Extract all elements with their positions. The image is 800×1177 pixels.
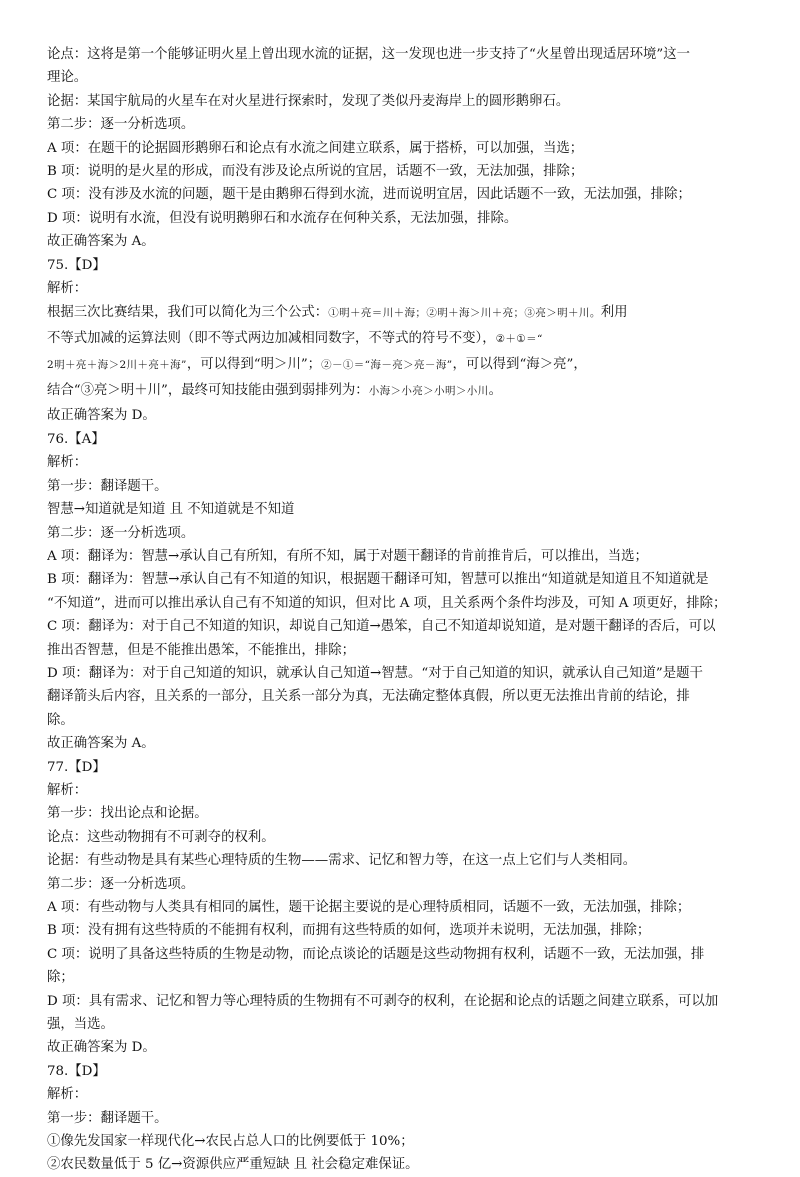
section-q76-q78 [47, 428, 759, 1177]
text-line: A 项：翻译为：智慧→承认自己有所知，有所不知，属于对题干翻译的肯前推肯后，可以推出，当选； [47, 548, 648, 564]
q75-line-1: 根据三次比赛结果，我们可以简化为三个公式：①明＋亮＝川＋海；②明＋海＞川＋亮；③亮＞明＋川。利用 [47, 305, 628, 321]
text-line: 第二步：逐一分析选项。 [47, 117, 195, 133]
text-line: 解析： [47, 281, 88, 297]
text-line: 第一步：翻译题干。 [47, 1110, 168, 1126]
text-line: “不知道”，进而可以推出承认自己有不知道的知识，但对比 A 项，且关系两个条件均涉及，可知 A 项更好，排除； [47, 595, 727, 611]
text-line: 翻译箭头后内容，且关系的一部分，且关系一部分为真，无法确定整体真假，所以更无法推出肯前的结论，排 [47, 689, 690, 705]
formula-diff: ②－①＝“海－亮＞亮－海” [321, 359, 453, 372]
text-line: 论点：这些动物拥有不可剥夺的权利。 [47, 829, 275, 845]
formula-3: ③亮＞明＋川。 [524, 307, 601, 320]
text-line: 论据：有些动物是具有某些心理特质的生物——需求、记忆和智力等，在这一点上它们与人类相同。 [47, 853, 637, 869]
text-line: 强，当选。 [47, 1017, 114, 1033]
section-q74-tail [47, 43, 759, 300]
q75-line-2: 不等式加减的运算法则（即不等式两边加减相同数字，不等式的符号不变），②＋①＝“ [47, 331, 543, 347]
text-line: 解析： [47, 1087, 88, 1103]
text-line: 77.【D】 [47, 759, 106, 775]
text-line: 故正确答案为 D。 [47, 1040, 156, 1056]
text-line: 推出否智慧，但是不能推出愚笨，不能推出，排除； [47, 642, 355, 658]
q75-answer: 故正确答案为 D。 [47, 408, 156, 424]
text-line: C 项：翻译为：对于自己不知道的知识，却说自己知道→愚笨，自己不知道却说知道，是对题干翻译的否后，可以 [47, 619, 716, 635]
q75-line-4: 结合“③亮＞明＋川”，最终可知技能由强到弱排列为：小海＞小亮＞小明＞小川。 [47, 383, 502, 399]
text-line: 第一步：翻译题干。 [47, 478, 168, 494]
text-line: D 项：翻译为：对于自己知道的知识，就承认自己知道→智慧。“对于自己知道的知识，就承认自己知道”是题干 [47, 665, 703, 681]
text-line: 除； [47, 970, 74, 986]
text-line: B 项：没有拥有这些特质的不能拥有权利，而拥有这些特质的如何，选项并未说明，无法加强，排除； [47, 923, 651, 939]
text-line: 智慧→知道就是知道 且 不知道就是不知道 [47, 502, 295, 518]
text-line: 第二步：逐一分析选项。 [47, 876, 195, 892]
text-line: 论点：这将是第一个能够证明火星上曾出现水流的证据，这一发现也进一步支持了“火星曾出现适居环境”这一 [47, 47, 691, 62]
text-line: C 项：没有涉及水流的问题，题干是由鹅卵石得到水流，进而说明宜居，因此话题不一致，无法加强，排除； [47, 187, 691, 203]
text-line: 第二步：逐一分析选项。 [47, 525, 195, 541]
text-line: A 项：在题干的论据圆形鹅卵石和论点有水流之间建立联系，属于搭桥，可以加强，当选； [47, 140, 584, 156]
text-line: D 项：具有需求、记忆和智力等心理特质的生物拥有不可剥夺的权利，在论据和论点的话题之间建立联系，可以加 [47, 993, 719, 1009]
text-line: 除。 [47, 712, 74, 728]
text-line: A 项：有些动物与人类具有相同的属性，题干论据主要说的是心理特质相同，话题不一致，无法加强，排除； [47, 900, 691, 915]
text-line: 75.【D】 [47, 257, 106, 273]
text-line: 理论。 [47, 70, 88, 86]
document-body [47, 43, 759, 1177]
formula-1: ①明＋亮＝川＋海； [328, 307, 427, 320]
text-line: ①像先发国家一样现代化→农民占总人口的比例要低于 10%； [47, 1134, 414, 1150]
text-line: 76.【A】 [47, 431, 105, 447]
text-line: D 项：说明有水流，但没有说明鹅卵石和水流存在何种关系，无法加强，排除。 [47, 210, 518, 226]
text-line: C 项：说明了具备这些特质的生物是动物，而论点谈论的话题是这些动物拥有权利，话题不一致，无法加强，排 [47, 946, 705, 962]
q75-line-3: 2明＋亮＋海＞2川＋亮＋海”，可以得到“明＞川”；②－①＝“海－亮＞亮－海”，可以得到“海＞亮”， [47, 357, 587, 373]
text-line: 第一步：找出论点和论据。 [47, 806, 208, 822]
text-line: 故正确答案为 A。 [47, 736, 155, 752]
formula-2: ②明＋海＞川＋亮； [426, 307, 525, 320]
text-line: ②农民数量低于 5 亿→资源供应严重短缺 且 社会稳定难保证。 [47, 1157, 419, 1173]
text-line: 解析： [47, 782, 88, 798]
formula-sum: 2明＋亮＋海＞2川＋亮＋海” [47, 359, 187, 372]
text-line: 论据：某国宇航局的火星车在对火星进行探索时，发现了类似丹麦海岸上的圆形鹅卵石。 [47, 93, 570, 109]
formula-ranking: 小海＞小亮＞小明＞小川 [368, 385, 489, 398]
text-line: 78.【D】 [47, 1063, 106, 1079]
section-q75-formulas [47, 300, 759, 427]
text-line: 解析： [47, 455, 88, 471]
text-line: 故正确答案为 A。 [47, 234, 155, 250]
text-line: B 项：说明的是火星的形成，而没有涉及论点所说的宜居，话题不一致，无法加强，排除； [47, 164, 584, 180]
text-line: B 项：翻译为：智慧→承认自己有不知道的知识，根据题干翻译可知，智慧可以推出“知道就是知道且不知道就是 [47, 572, 709, 588]
